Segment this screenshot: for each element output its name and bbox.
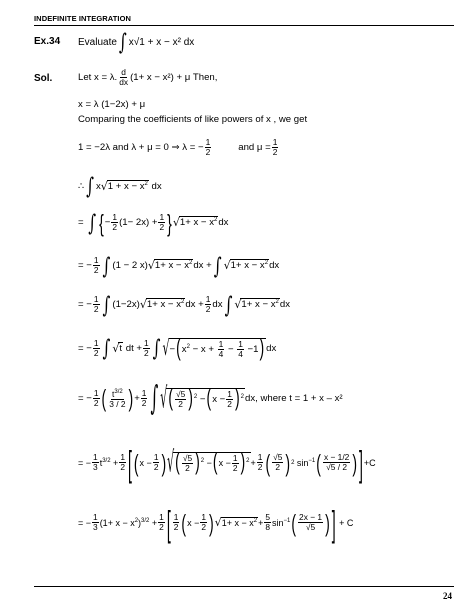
page-number: 24 <box>443 591 452 601</box>
example-label: Ex.34 <box>34 36 61 47</box>
step-6: = − $\frac{1}{3}$ $t^{3/2}$ + $\frac{1}{2}$ [ ( x − 1 2 ) √ ( $\frac{√5}{2}$ )$^2$ −(x − $\frac{1}{2}$ )$^2$ + $\frac{1}{2}$ ( √5 2 ) 2 $\sin^{-1}$ ( x − 1/2 √5 / 2 ) ] +C <box>78 441 376 484</box>
plus-c-final: + C <box>339 517 354 528</box>
therefore-symbol: ∴ <box>78 180 85 192</box>
example-integrand: x√1 + x − x² dx <box>128 36 195 48</box>
d-dx-fraction: d dx <box>119 67 129 87</box>
step-1: = ∫ { − $\frac{1}{2}$ (1− 2x) + $\frac{1}{2}$ } √ $1+ x - x^2$ dx <box>78 208 229 237</box>
coefficient-text: 1 = −2λ and λ + μ = 0 ⇒ λ = − <box>78 142 204 153</box>
integral-sign: ∫ <box>118 28 127 56</box>
step-2: = − $\frac{1}{2}$ ∫ (1 − 2 x) √ $1+ x - x^2$ dx + ∫ √ $1+ x - x^2$ dx <box>78 252 280 279</box>
page-header: INDEFINITE INTEGRATION <box>34 14 132 23</box>
let-text: Let x = λ. <box>78 72 118 83</box>
lambda-fraction: $\frac{1}{2}$ <box>205 137 211 157</box>
x-equation: x = λ (1−2x) + μ <box>78 99 146 110</box>
step-4: = − $\frac{1}{2}$ ∫ √ t dt + $\frac{1}{2}$ ∫ √ $-(x^2 - x$ + $\frac{1}{4}$ − $\frac{1}{4}$ −1) dx <box>78 333 277 362</box>
comparing-text: Comparing the coefficients of like powers of x , we get <box>78 114 308 125</box>
integral-sign: ∫ <box>86 172 94 200</box>
solution-label: Sol. <box>34 73 53 84</box>
let-derivative-text: (1+ x − x²) + μ Then, <box>130 72 218 83</box>
let-line <box>78 68 217 87</box>
example-statement <box>78 28 195 56</box>
where-text: , where t = 1 + x – x² <box>255 392 343 404</box>
footer-rule <box>34 586 454 587</box>
plus-c: +C <box>363 457 376 468</box>
mu-fraction: $\frac{1}{2}$ <box>272 137 278 157</box>
header-rule <box>34 25 454 26</box>
therefore-line: ∴ ∫ x √ $1 + x - x^2$ dx <box>78 172 162 200</box>
coefficient-line <box>78 138 279 157</box>
and-mu-text: and μ = <box>238 142 271 153</box>
integral-sign: ∫ <box>88 209 97 236</box>
final-answer: = − $\frac{1}{3}$ $(1+ x - x^2)^{3/2}$ + $\frac{1}{2}$ [ 1 2 ( x − 1 2 ) √ $1+ x - x^2$ + $\frac{5}{8}$ $\sin^{-1}$ ( 2x − 1 √5 ) ] + C <box>78 501 354 544</box>
evaluate-text: Evaluate <box>78 36 117 48</box>
step-5: = − $\frac{1}{2}$ ( $t^{3/2}$ 3 / 2 ) + $\frac{1}{2}$ ∫ √ ( $\frac{√5}{2}$ )$^2$ −(x − $\frac{1}{2}$ )$^2$ dx , where t = 1 + x – x² <box>78 378 343 419</box>
step-3: = − $\frac{1}{2}$ ∫ (1−2x) √ $1+ x - x^2$ dx + $\frac{1}{2}$ dx ∫ √ $1+ x - x^2$ dx <box>78 291 291 318</box>
